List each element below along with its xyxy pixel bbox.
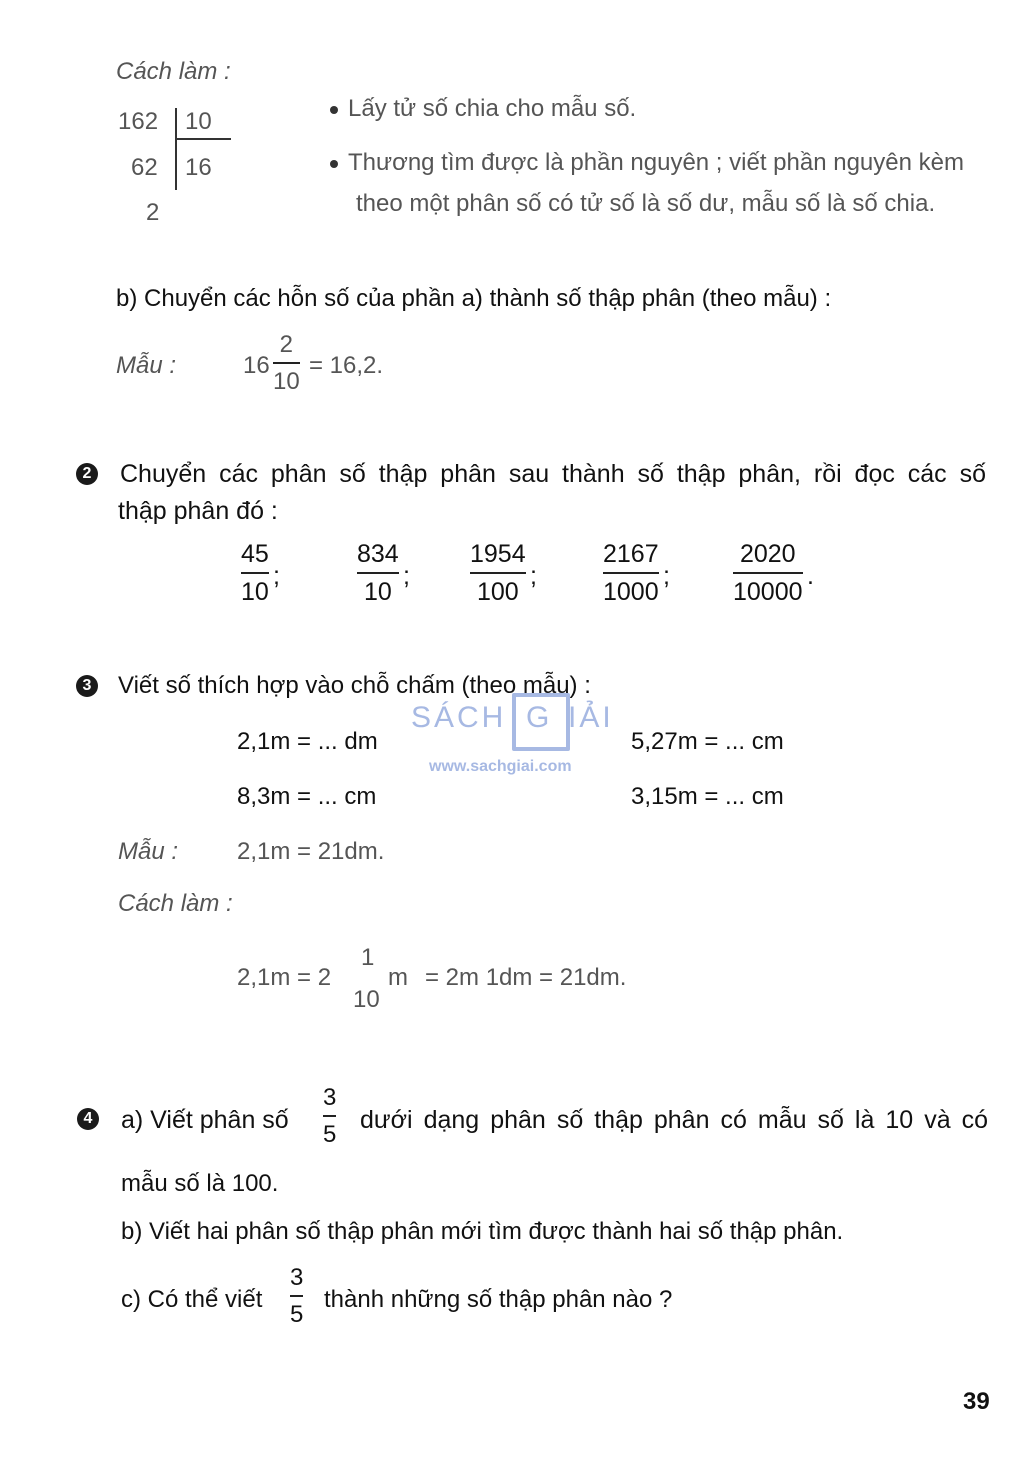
method-unit: m <box>388 964 408 991</box>
division-vertical-line <box>175 108 177 190</box>
exercise-4a-denominator: 5 <box>323 1120 337 1148</box>
quotient: 16 <box>185 154 212 181</box>
divisor: 10 <box>185 108 212 135</box>
division-horizontal-line <box>175 138 231 140</box>
watermark-brand-letter: G <box>526 701 553 734</box>
bullet-2-text-line2: theo một phân số có tử số là số dư, mẫu số là số chia. <box>356 190 936 217</box>
dividend: 162 <box>118 108 159 135</box>
exercise-3-item-2: 5,27m = ... cm <box>631 728 784 755</box>
decimal-fraction <box>470 542 526 605</box>
fraction-numerator: 834 <box>357 540 399 568</box>
fraction-separator: ; <box>273 562 280 590</box>
bullet-2-text-line1: Thương tìm được là phần nguyên ; viết phần nguyên kèm <box>348 149 964 176</box>
fraction-bar <box>357 572 399 574</box>
sample-denominator: 10 <box>273 367 300 395</box>
bullet-2 <box>330 149 964 177</box>
method-denominator: 10 <box>353 986 380 1013</box>
method-numerator: 1 <box>361 944 375 971</box>
fraction-denominator: 1000 <box>603 577 659 606</box>
exercise-3-item-3: 8,3m = ... cm <box>237 783 377 810</box>
fraction-bar <box>323 1115 336 1117</box>
part-b-text: b) Chuyển các hỗn số của phần a) thành số thập phân (theo mẫu) : <box>116 285 832 312</box>
exercise-4c-denominator: 5 <box>290 1300 304 1328</box>
exercise-3-item-4: 3,15m = ... cm <box>631 783 784 810</box>
decimal-fraction <box>733 542 803 605</box>
fraction-separator: . <box>807 562 814 590</box>
exercise-3-number-icon: 3 <box>76 675 98 697</box>
exercise-3-method-label: Cách làm : <box>118 890 233 917</box>
bullet-icon <box>330 160 338 168</box>
exercise-4a-part2: dưới dạng phân số thập phân có mẫu số là 10 và có <box>360 1106 988 1134</box>
exercise-3-sample: 2,1m = 21dm. <box>237 838 385 865</box>
exercise-4c-numerator: 3 <box>290 1264 304 1291</box>
exercise-4a-fraction <box>323 1086 336 1147</box>
fraction-bar <box>273 362 300 364</box>
bullet-1 <box>330 95 636 123</box>
exercise-3-item-1: 2,1m = ... dm <box>237 728 378 755</box>
sample-numerator: 2 <box>279 331 294 358</box>
method-label: Cách làm : <box>116 58 231 85</box>
fraction-separator: ; <box>663 562 670 590</box>
exercise-4c-part2: thành những số thập phân nào ? <box>324 1286 673 1313</box>
exercise-4b: b) Viết hai phân số thập phân mới tìm được thành hai số thập phân. <box>121 1218 844 1245</box>
decimal-fraction <box>241 542 269 605</box>
fraction-numerator: 2020 <box>739 540 796 568</box>
decimal-fraction <box>603 542 659 605</box>
exercise-4a-numerator: 3 <box>323 1084 337 1111</box>
watermark-brand-left: SÁCH <box>411 701 507 734</box>
fraction-bar <box>290 1295 303 1297</box>
fraction-bar <box>241 572 269 574</box>
exercise-3-sample-label: Mẫu : <box>118 838 179 865</box>
fraction-denominator: 10000 <box>733 577 803 606</box>
fraction-bar <box>603 572 659 574</box>
method-right: = 2m 1dm = 21dm. <box>425 964 627 991</box>
partial-remainder: 62 <box>131 154 158 181</box>
exercise-4-number-icon: 4 <box>77 1108 99 1130</box>
fraction-numerator: 45 <box>241 540 269 568</box>
sample-result: = 16,2. <box>309 352 384 379</box>
fraction-denominator: 10 <box>363 577 392 606</box>
sample-whole: 16 <box>243 352 270 379</box>
fraction-denominator: 100 <box>476 577 519 606</box>
exercise-4a-part1: a) Viết phân số <box>121 1106 289 1134</box>
exercise-4a-line2: mẫu số là 100. <box>121 1170 279 1197</box>
fraction-numerator: 2167 <box>603 540 659 568</box>
page-number: 39 <box>963 1388 990 1415</box>
bullet-1-text: Lấy tử số chia cho mẫu số. <box>348 95 637 122</box>
fraction-numerator: 1954 <box>470 540 526 568</box>
fraction-bar <box>470 572 526 574</box>
sample-label: Mẫu : <box>116 352 177 379</box>
bullet-icon <box>330 106 338 114</box>
fraction-separator: ; <box>530 562 537 590</box>
watermark-brand-right: IẢI <box>568 701 614 734</box>
decimal-fraction <box>357 542 399 605</box>
exercise-4c-fraction <box>290 1266 303 1327</box>
watermark-url: www.sachgiai.com <box>429 758 572 775</box>
exercise-2-line2: thập phân đó : <box>118 497 278 525</box>
exercise-3-text: Viết số thích hợp vào chỗ chấm (theo mẫu) : <box>118 672 591 699</box>
fraction-separator: ; <box>403 562 410 590</box>
method-left: 2,1m = 2 <box>237 964 332 991</box>
remainder: 2 <box>146 199 160 226</box>
sample-fraction <box>273 333 300 394</box>
fraction-bar <box>733 572 803 574</box>
fraction-denominator: 10 <box>241 577 269 606</box>
exercise-2-number-icon: 2 <box>76 463 98 485</box>
exercise-2-line1: Chuyển các phân số thập phân sau thành số thập phân, rồi đọc các số <box>120 460 986 488</box>
exercise-4c-part1: c) Có thể viết <box>121 1286 263 1313</box>
